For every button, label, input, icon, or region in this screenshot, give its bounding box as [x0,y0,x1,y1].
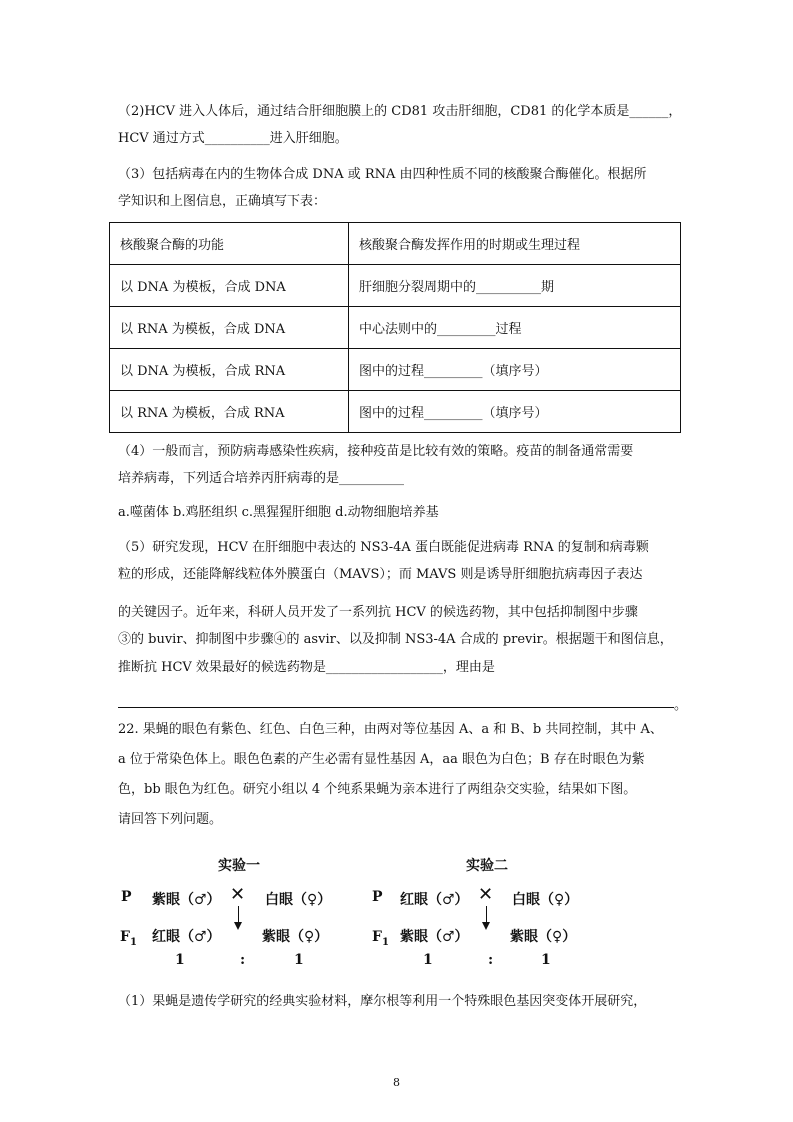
q5-line3: 的关键因子。近年来，科研人员开发了一系列抗 HCV 的候选药物，其中包括抑制图中步骤 [118,605,638,620]
q3-line1: （3）包括病毒在内的生物体合成 DNA 或 RNA 由四种性质不同的核酸聚合酶催化。根据所 [118,167,647,182]
q5-line1: （5）研究发现，HCV 在肝细胞中表达的 NS3-4A 蛋白既能促进病毒 RNA 的复制和病毒颗 [118,540,649,555]
table-header-cell: 核酸聚合酶发挥作用的时期或生理过程 [349,223,681,265]
table-row [110,307,681,349]
exp2-p-label: P [372,889,383,905]
page-number: 8 [393,1076,400,1089]
exp2-ratio-right: 1 [541,952,551,968]
table-cell: 肝细胞分裂周期中的__________期 [349,265,681,307]
table-cell: 以 DNA 为模板，合成 DNA [110,265,349,307]
q4-line2: 培养病毒，下列适合培养丙肝病毒的是__________ [118,471,405,486]
exp1-offspring-male: 红眼（♂） [152,929,221,945]
q5-line2: 粒的形成，还能降解线粒体外膜蛋白（MAVS）；而 MAVS 则是诱导肝细胞抗病毒因子表达 [118,567,643,582]
table-header-row [110,223,681,265]
exp1-title: 实验一 [218,858,260,874]
exp2-offspring-male: 紫眼（♂） [400,929,469,945]
table-row [110,265,681,307]
exp1-f1-label: $F_1$ [120,929,137,948]
exp2-ratio-colon: : [488,952,494,968]
table-cell: 以 RNA 为模板，合成 RNA [110,391,349,433]
q22-line1: 22. 果蝇的眼色有紫色、红色、白色三种，由两对等位基因 A、a 和 B、b 共同控制，其中 A、 [118,722,663,737]
table-row [110,349,681,391]
answer-blank-line [118,693,674,708]
q22-line4: 请回答下列问题。 [118,812,223,827]
q5-end: 。 [674,698,688,713]
arrowhead-icon [482,922,490,930]
arrowhead-icon [234,922,242,930]
q2-line2: HCV 通过方式__________进入肝细胞。 [118,131,348,146]
table-header-cell: 核酸聚合酶的功能 [110,223,349,265]
exp2-f1-label: $F_1$ [372,929,389,948]
exp1-parent-male: 紫眼（♂） [152,892,221,908]
table-cell: 中心法则中的_________过程 [349,307,681,349]
cross-icon: ✕ [230,884,246,905]
table-cell: 以 DNA 为模板，合成 RNA [110,349,349,391]
polymerase-table [109,222,681,433]
q4-options: a.噬菌体 b.鸡胚组织 c.黑猩猩肝细胞 d.动物细胞培养基 [118,505,439,520]
exp1-parent-female: 白眼（♀） [265,892,332,908]
exp2-offspring-female: 紫眼（♀） [510,929,577,945]
exp2-parent-male: 红眼（♂） [400,892,469,908]
table-cell: 图中的过程_________（填序号） [349,349,681,391]
exp2-parent-female: 白眼（♀） [512,892,579,908]
exp1-ratio-right: 1 [294,952,304,968]
table-cell: 图中的过程_________（填序号） [349,391,681,433]
exp2-title: 实验二 [466,858,508,874]
cross-icon: ✕ [478,884,494,905]
q4-line1: （4）一般而言，预防病毒感染性疾病，接种疫苗是比较有效的策略。疫苗的制备通常需要 [118,444,634,459]
q5-line5: 推断抗 HCV 效果最好的候选药物是__________________，理由是 [118,660,495,675]
q5-line4: ③的 buvir、抑制图中步骤④的 asvir、以及抑制 NS3-4A 合成的 previr。根据题干和图信息， [118,632,673,647]
q22-line3: 色，bb 眼色为红色。研究小组以 4 个纯系果蝇为亲本进行了两组杂交实验，结果如下图。 [118,782,637,797]
exp1-p-label: P [121,889,132,905]
q22-1-line1: （1）果蝇是遗传学研究的经典实验材料，摩尔根等利用一个特殊眼色基因突变体开展研究， [118,994,647,1009]
exp1-offspring-female: 紫眼（♀） [262,929,329,945]
exp1-ratio-left: 1 [175,952,185,968]
q3-line2: 学知识和上图信息，正确填写下表： [118,194,327,209]
table-cell: 以 RNA 为模板，合成 DNA [110,307,349,349]
exp1-ratio-colon: : [240,952,246,968]
table-row [110,391,681,433]
exp2-ratio-left: 1 [423,952,433,968]
q2-line1: （2)HCV 进入人体后，通过结合肝细胞膜上的 CD81 攻击肝细胞，CD81 的化学本质是______， [118,104,682,119]
q22-line2: a 位于常染色体上。眼色色素的产生必需有显性基因 A，aa 眼色为白色；B 存在时眼色为紫 [118,752,645,767]
